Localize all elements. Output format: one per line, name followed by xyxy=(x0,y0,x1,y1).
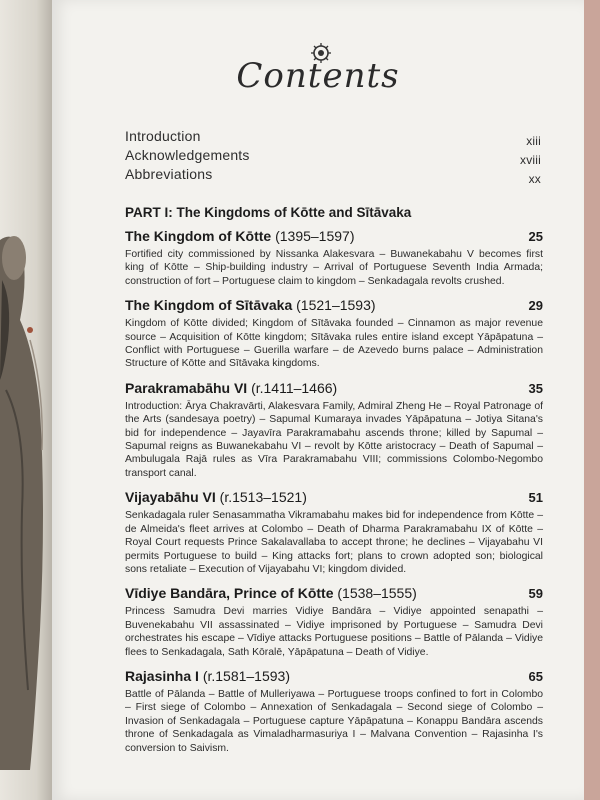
front-matter-item[interactable] xyxy=(125,147,541,166)
chapter-entry[interactable] xyxy=(125,380,543,480)
chapter-page: 59 xyxy=(528,586,543,602)
chapter-description: Fortified city commissioned by Nissanka Alakesvara – Buwanekabahu V becomes first king of Kōtte – Ship-building industry – Arrival of Portuguese Seventh India Armada; construction of fort – Portuguese claim to kingdom – Senkadagala revolts crushed. xyxy=(125,249,543,287)
chapter-entry[interactable] xyxy=(125,668,543,755)
chapter-page: 29 xyxy=(528,298,543,314)
front-matter-label: Introduction xyxy=(125,128,201,144)
monk-illustration xyxy=(0,210,48,770)
front-matter-page: xviii xyxy=(520,153,541,167)
chapter-description: Senkadagala ruler Senasammatha Vikramabahu makes bid for independence from Kōtte – de Almeida's fleet arrives at Colombo – Death of Dharma Parakramabahu IX of Kōtte – Royal Court requests Prince Sakalavallaba to accept throne; he declines – Vijayabahu VI permits Portuguese to build – King attacks fort; plans to crown adopted son; biological sons retaliate – Execution of Vijayabahu VI; kingdom divided. xyxy=(125,510,543,575)
chapter-entry[interactable] xyxy=(125,228,543,288)
chapter-entry[interactable] xyxy=(125,489,543,576)
page-title: Contents xyxy=(236,56,400,96)
chapter-title: Vijayabāhu VI (r.1513–1521) xyxy=(125,489,307,506)
front-matter-list xyxy=(125,128,541,185)
chapter-title: Vīdiye Bandāra, Prince of Kōtte (1538–1555) xyxy=(125,585,417,602)
chapter-description: Battle of Pālanda – Battle of Mulleriyawa – Portuguese troops confined to fort in Colombo – First siege of Colombo – Annexation of Senkadagala – Second siege of Colombo – Invasion of Senkadagala – Portuguese capture Yāpāpatuna – Konappu Bandāra ascends throne of Senkadagala as Vimaladharmasuriya I – Malvana Convention – Rajasinha I's conversion to Saivism. xyxy=(125,688,543,754)
front-matter-item[interactable] xyxy=(125,128,541,147)
chapter-page: 35 xyxy=(528,380,543,396)
left-page xyxy=(0,0,52,800)
chapter-dates: (r.1411–1466) xyxy=(251,379,338,396)
chapter-dates: (r.1513–1521) xyxy=(219,489,307,506)
chapter-dates: (r.1581–1593) xyxy=(202,667,290,684)
chapter-page: 25 xyxy=(528,229,543,244)
chapter-title: Rajasinha I (r.1581–1593) xyxy=(125,667,290,684)
front-matter-page: xiii xyxy=(526,134,541,148)
chapter-page: 65 xyxy=(528,668,543,684)
chapter-entry[interactable] xyxy=(125,297,543,371)
chapter-title: The Kingdom of Kōtte (1395–1597) xyxy=(125,228,355,244)
chapter-description: Introduction: Ārya Chakravārti, Alakesvara Family, Admiral Zheng He – Royal Patronage of the Arts (sandesaya poetry) – Sapumal Kumaraya invades Yāpāpatuna – Jotiya Sitana's bid for independence – Jayavīra Parakramabahu ascends throne; killed by Sapumal – Sapumal reigns as Buwanekabahu VI – revolt by Kōtte aristocracy – Death of Sapumal – Ambulugala Rajā rules as Vīra Parakramabahu VIII; commissions Colombo-Negombo transport canal. xyxy=(125,400,543,479)
chapter-title: The Kingdom of Sītāvaka (1521–1593) xyxy=(125,297,376,314)
front-matter-label: Abbreviations xyxy=(125,166,213,182)
front-matter-label: Acknowledgements xyxy=(125,147,250,163)
chapter-list xyxy=(125,228,543,764)
chapter-dates: (1538–1555) xyxy=(337,585,417,602)
chapter-page: 51 xyxy=(528,490,543,506)
contents-page xyxy=(52,0,584,800)
front-matter-page: xx xyxy=(528,172,541,186)
chapter-description: Kingdom of Kōtte divided; Kingdom of Sītāvaka founded – Cinnamon as major revenue source – Acquisition of Kōtte kingdom; Sītāvaka rules entire island except Yāpāpatuna – Conflict with Portuguese – Guerilla warfare – de Azevedo burns palace – Administration Structure of Kōtte and Sītāvaka kingdoms. xyxy=(125,318,543,370)
part-heading: PART I: The Kingdoms of Kōtte and Sītāvaka xyxy=(125,205,412,220)
chapter-dates: (1521–1593) xyxy=(296,297,376,314)
chapter-dates: (1395–1597) xyxy=(275,228,355,244)
chapter-title: Parakramabāhu VI (r.1411–1466) xyxy=(125,379,338,396)
chapter-entry[interactable] xyxy=(125,585,543,659)
chapter-description: Princess Samudra Devi marries Vidiye Bandāra – Vidiye appointed senapathi – Buvenekabahu VII assassinated – Vidiye imprisoned by Portuguese – Samudra Devi orchestrates his escape – Vīdiye attacks Portuguese positions – Battle of Pālanda – Vidiye flees to Senkadagala, Sath Kōralē, Yāpāpatuna – Death of Vidiye. xyxy=(125,606,543,658)
front-matter-item[interactable] xyxy=(125,166,541,185)
